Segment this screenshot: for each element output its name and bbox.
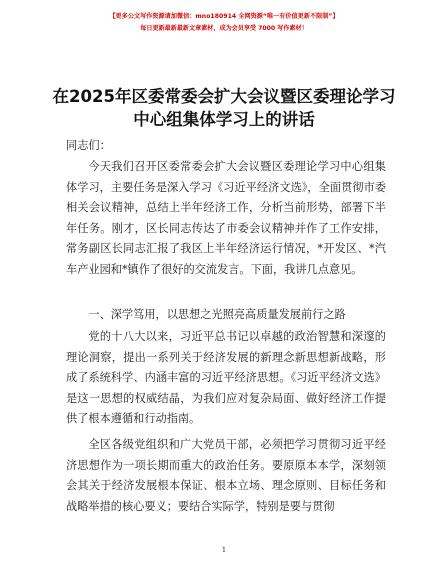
body-paragraph-2: 党的十八大以来，习近平总书记以卓越的政治智慧和深邃的理论洞察，提出一系列关于经济发展的新理念新思想新战略，形成了系统科学、内涵丰富的习近平经济思想。《习近平经济文选》是这一思想的权威结晶，为我们应对复杂局面、做好经济工作提供了根本遵循和行动指南。	[66, 330, 386, 425]
document-title-line-1: 在2025年区委常委会扩大会议暨区委理论学习	[52, 87, 396, 106]
promo-banner-line-2: 每日更新最新最新文章素材，成为会员享受 7000 写作素材！	[140, 25, 308, 32]
section-heading-1: 一、深学笃用，以思想之光照亮高质量发展前行之路	[88, 308, 346, 321]
promo-banner-line-1: 【更多公文写作资源请加微信：mno180914 全网资源“唯一有价值更新不限制”】	[109, 13, 339, 20]
body-paragraph-3: 全区各级党组织和广大党员干部，必须把学习贯彻习近平经济思想作为一项长期而重大的政治任务。要原原本本学，深刻领会其关于经济发展根本保证、根本立场、理念原则、目标任务和战略举措的核心要义；要结合实际学，特别是要与贯彻	[66, 438, 386, 513]
salutation: 同志们：	[66, 139, 111, 152]
body-paragraph-1: 今天我们召开区委常委会扩大会议暨区委理论学习中心组集体学习，主要任务是深入学习《习近平经济文选》，全面贯彻市委相关会议精神，总结上半年经济工作，分析当前形势，部署下半年任务。刚才，区长同志传达了市委会议精神并作了工作安排，常务副区长同志汇报了我区上半年经济运行情况，*开发区、*汽车产业园和*镇作了很好的交流发言。下面，我讲几点意见。	[66, 160, 386, 276]
page-number: 1	[221, 546, 227, 554]
document-title-line-2: 中心组集体学习上的讲话	[133, 110, 315, 129]
